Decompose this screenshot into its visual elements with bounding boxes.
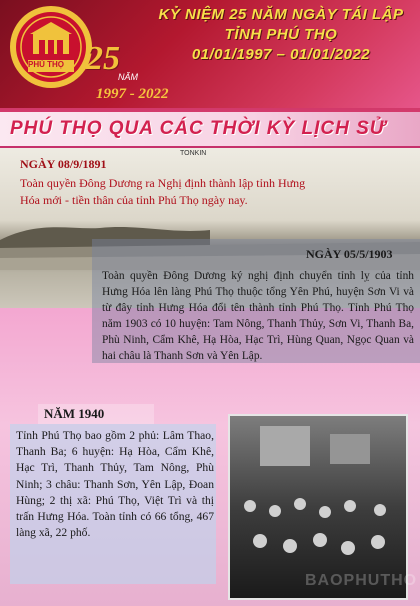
event-1-date: NGÀY 08/9/1891 — [20, 157, 107, 171]
event-3-text: Tỉnh Phú Thọ bao gồm 2 phủ: Lâm Thao, Thanh Ba; 6 huyện: Hạ Hòa, Cẩm Khê, Hạc Trì, Thanh Thủy, Tam Nông, Phù Ninh; 3 châu: Thanh Sơn, Yên Lập, Đoan Hùng; 2 thị xã: Phú Thọ, Việt Trì và thị trấn Hưng Hóa. Toàn tỉnh có 66 tổng, 467 làng xã, 22 phố. — [16, 429, 214, 540]
emblem-label: PHÚ THỌ — [28, 60, 64, 69]
header-title-line1: KỶ NIỆM 25 NĂM NGÀY TÁI LẬP — [158, 6, 404, 23]
anniversary-years: 1997 - 2022 — [96, 86, 169, 102]
header-title-line2: TỈNH PHÚ THỌ — [224, 26, 338, 43]
header — [0, 0, 420, 108]
anniversary-number: 25 — [86, 40, 120, 77]
event-1-text: Toàn quyền Đông Dương ra Nghị định thành lập tỉnh Hưng Hóa mới - tiền thân của tỉnh Phú Thọ ngày nay. — [20, 176, 306, 207]
watermark: BAOPHUTHO — [305, 572, 418, 589]
event-2-text: Toàn quyền Đông Dương ký nghị định chuyển tỉnh lỵ của tỉnh Hưng Hóa lên làng Phú Thọ thuộc tổng Yên Phú, huyện Sơn Vi và từ đây tỉnh Hưng Hóa đổi tên thành tỉnh Phú Thọ. Tỉnh Phú Thọ năm 1903 có 10 huyện: Tam Nông, Thanh Thủy, Sơn Vi, Thanh Ba, Phù Ninh, Cẩm Khê, Hạ Hòa, Hạc Trì, Hùng Quan, Ngọc Quan và hai châu là Thanh Sơn và Yên Lập. — [102, 270, 414, 362]
phu-tho-emblem — [8, 4, 94, 90]
event-2-date: NGÀY 05/5/1903 — [306, 247, 393, 261]
event-3-date: NĂM 1940 — [38, 404, 154, 424]
header-title-line3: 01/01/1997 – 01/01/2022 — [191, 46, 371, 63]
photo-caption: TONKIN — [180, 150, 207, 157]
section-title: PHÚ THỌ QUA CÁC THỜI KỲ LỊCH SỬ — [10, 118, 387, 139]
section-banner — [0, 112, 420, 149]
anniversary-nam: NĂM — [118, 72, 138, 82]
